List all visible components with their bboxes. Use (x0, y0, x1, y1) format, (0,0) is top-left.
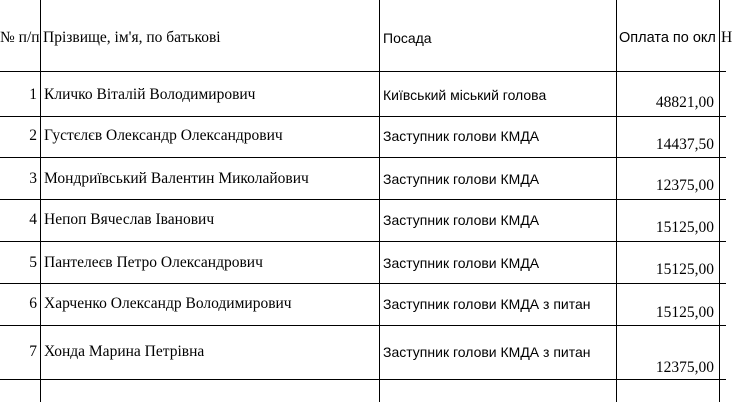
row-position: Київський міський голова (383, 87, 547, 103)
row-name: Харченко Олександр Володимирович (44, 295, 292, 312)
row-position: Заступник голови КМДА (383, 255, 540, 271)
header-name: Прізвище, ім'я, по батькові (43, 29, 221, 46)
row-position: Заступник голови КМДА з питан (383, 296, 591, 312)
header-position: Посада (383, 30, 432, 46)
row-salary: 15125,00 (655, 261, 714, 278)
row-position: Заступник голови КМДА з питан (383, 344, 591, 360)
row-num: 1 (29, 86, 37, 103)
column-divider (616, 0, 617, 402)
row-position: Заступник голови КМДА (383, 212, 540, 228)
row-salary: 15125,00 (655, 219, 714, 236)
row-salary: 48821,00 (655, 94, 714, 111)
row-name: Кличко Віталій Володимирович (44, 86, 256, 103)
row-divider (0, 199, 726, 200)
column-divider (719, 0, 720, 402)
row-salary: 15125,00 (655, 304, 714, 321)
row-salary: 14437,50 (655, 136, 714, 153)
row-position: Заступник голови КМДА (383, 171, 540, 187)
header-num: № п/п (0, 29, 40, 46)
row-divider (0, 157, 726, 158)
row-num: 6 (29, 295, 37, 312)
row-name: Непоп Вячеслав Іванович (44, 211, 215, 228)
row-salary: 12375,00 (655, 359, 714, 376)
row-num: 4 (29, 211, 37, 228)
row-num: 5 (29, 254, 37, 271)
row-name: Хонда Марина Петрівна (44, 343, 205, 360)
row-salary: 12375,00 (655, 177, 714, 194)
row-divider (0, 116, 726, 117)
row-position: Заступник голови КМДА (383, 128, 540, 144)
row-divider (0, 325, 726, 326)
row-num: 2 (29, 127, 37, 144)
column-divider (40, 0, 41, 402)
row-divider (0, 379, 726, 380)
row-name: Густєлєв Олександр Олександрович (44, 127, 283, 144)
header-salary: Оплата по окл (619, 30, 716, 46)
row-num: 7 (29, 343, 37, 360)
row-divider (0, 241, 726, 242)
row-divider (0, 283, 726, 284)
row-divider (0, 71, 726, 72)
row-name: Мондриївський Валентин Миколайович (44, 170, 309, 187)
row-num: 3 (29, 170, 37, 187)
column-divider (379, 0, 380, 402)
row-name: Пантелеєв Петро Олександрович (44, 254, 263, 271)
header-next: Н (721, 29, 732, 46)
